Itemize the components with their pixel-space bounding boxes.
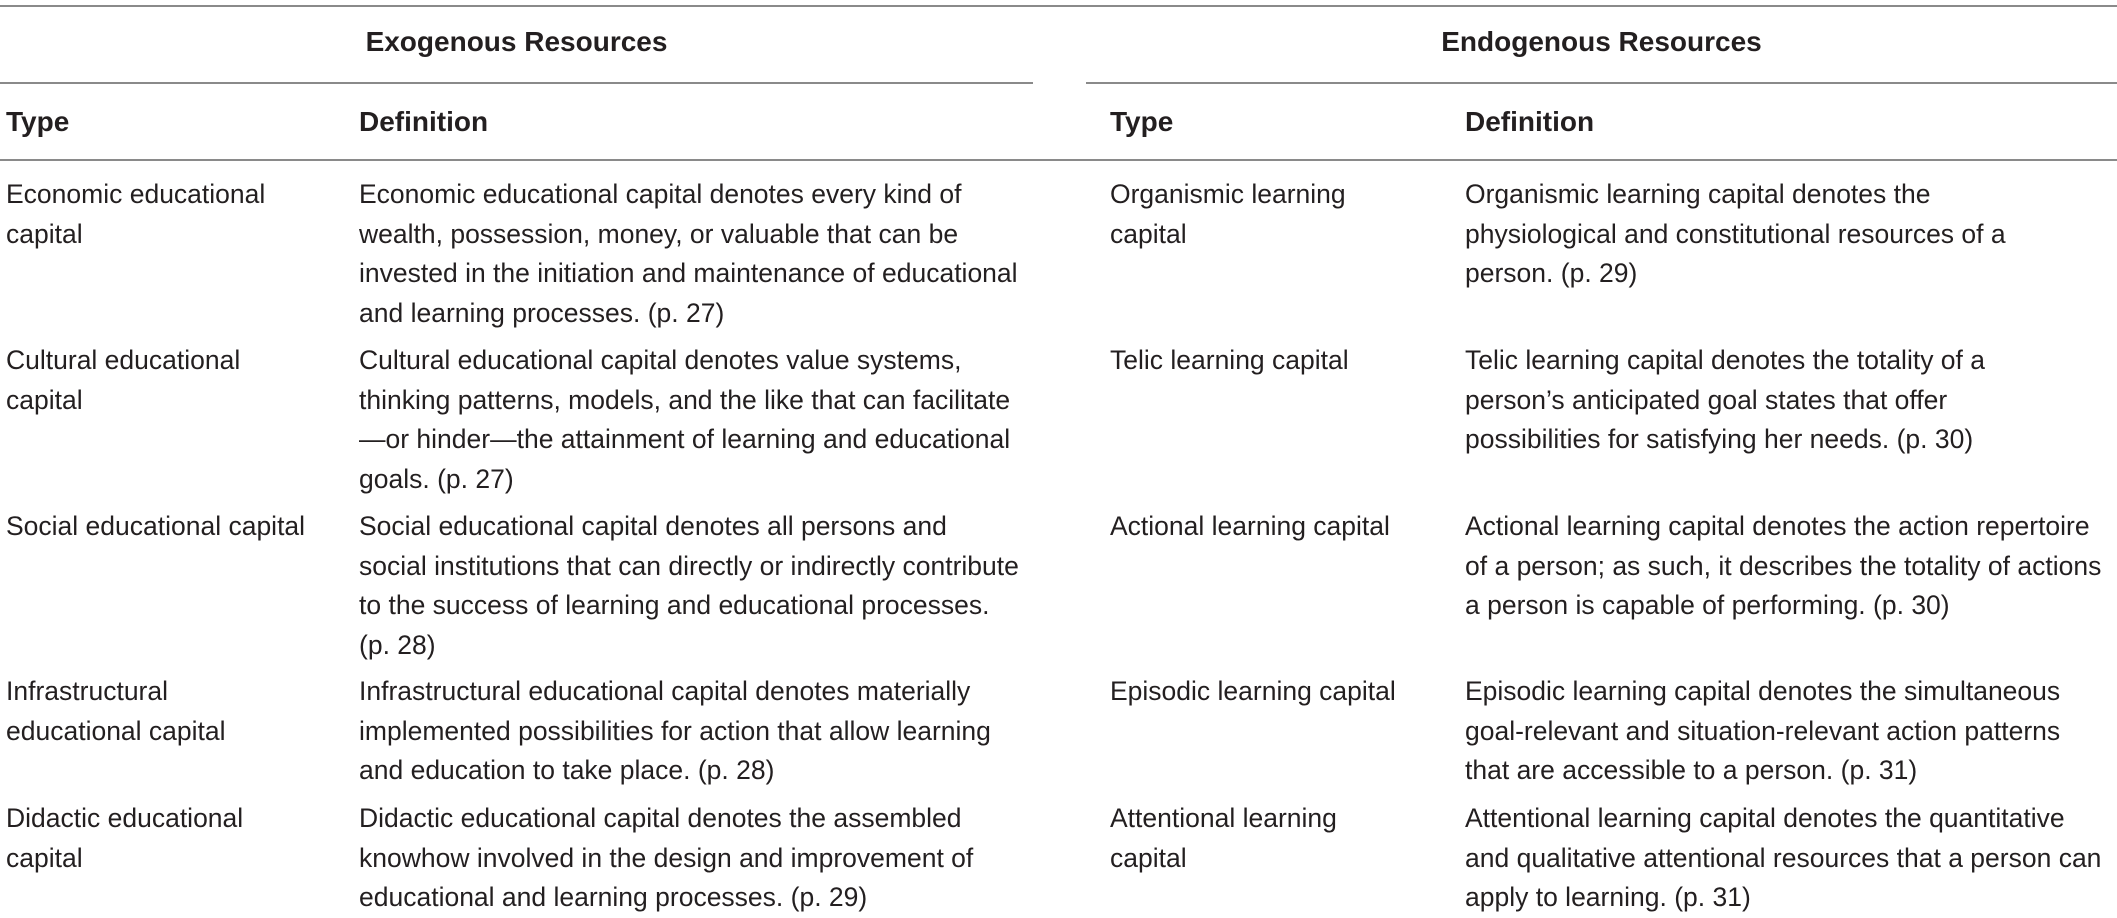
header-rule bbox=[0, 159, 2117, 161]
endogenous-row-5-type: Attentional learning capital bbox=[1110, 803, 1337, 873]
exogenous-row-2-definition: Cultural educational capital denotes value systems, thinking patterns, models, and the like that can facilitate—or hinder—the attainment of learning and educational goals. (p. 27) bbox=[359, 345, 1011, 494]
exogenous-row-5-type: Didactic educational capital bbox=[6, 803, 244, 873]
table-top-rule bbox=[0, 5, 2117, 7]
exogenous-row-1-definition: Economic educational capital denotes every kind of wealth, possession, money, or valuable that can be invested in the initiation and maintenance of educational and learning processes. (p. 27) bbox=[359, 179, 1018, 328]
exogenous-row-1-type: Economic educational capital bbox=[6, 179, 266, 249]
endogenous-row-3-definition: Actional learning capital denotes the action repertoire of a person; as such, it describes the totality of actions a person is capable of performing. (p. 30) bbox=[1465, 511, 2102, 621]
endogenous-row-1-definition: Organismic learning capital denotes the physiological and constitutional resources of a person. (p. 29) bbox=[1465, 179, 2006, 289]
exogenous-row-2-type: Cultural educational capital bbox=[6, 345, 241, 415]
endogenous-type-header: Type bbox=[1110, 106, 1174, 137]
endogenous-row-4-definition: Episodic learning capital denotes the simultaneous goal-relevant and situation-relevant action patterns that are accessible to a person. (p. 31) bbox=[1465, 676, 2061, 786]
endogenous-row-4-type: Episodic learning capital bbox=[1110, 676, 1396, 706]
endogenous-group-title: Endogenous Resources bbox=[1441, 26, 1762, 57]
endogenous-row-3-type: Actional learning capital bbox=[1110, 511, 1390, 541]
exogenous-row-5-definition: Didactic educational capital denotes the assembled knowhow involved in the design and improvement of educational and learning processes. (p. 29) bbox=[359, 803, 974, 913]
endogenous-group-rule bbox=[1086, 82, 2117, 84]
exogenous-group-title: Exogenous Resources bbox=[365, 26, 668, 57]
exogenous-row-4-definition: Infrastructural educational capital denotes materially implemented possibilities for action that allow learning and education to take place. (p. 28) bbox=[359, 676, 991, 786]
exogenous-row-3-definition: Social educational capital denotes all persons and social institutions that can directly or indirectly contribute to the success of learning and educational processes. (p. 28) bbox=[359, 511, 1019, 660]
endogenous-row-5-definition: Attentional learning capital denotes the quantitative and qualitative attentional resources that a person can apply to learning. (p. 31) bbox=[1465, 803, 2102, 913]
endogenous-row-2-definition: Telic learning capital denotes the totality of a person’s anticipated goal states that offer possibilities for satisfying her needs. (p. 30) bbox=[1465, 345, 1986, 455]
endogenous-row-2-type: Telic learning capital bbox=[1110, 345, 1349, 375]
endogenous-row-1-type: Organismic learning capital bbox=[1110, 179, 1346, 249]
exogenous-group-rule bbox=[0, 82, 1033, 84]
exogenous-row-4-type: Infrastructural educational capital bbox=[6, 676, 226, 746]
exogenous-type-header: Type bbox=[6, 106, 70, 137]
endogenous-definition-header: Definition bbox=[1465, 106, 1595, 137]
exogenous-definition-header: Definition bbox=[359, 106, 489, 137]
exogenous-row-3-type: Social educational capital bbox=[6, 511, 306, 541]
